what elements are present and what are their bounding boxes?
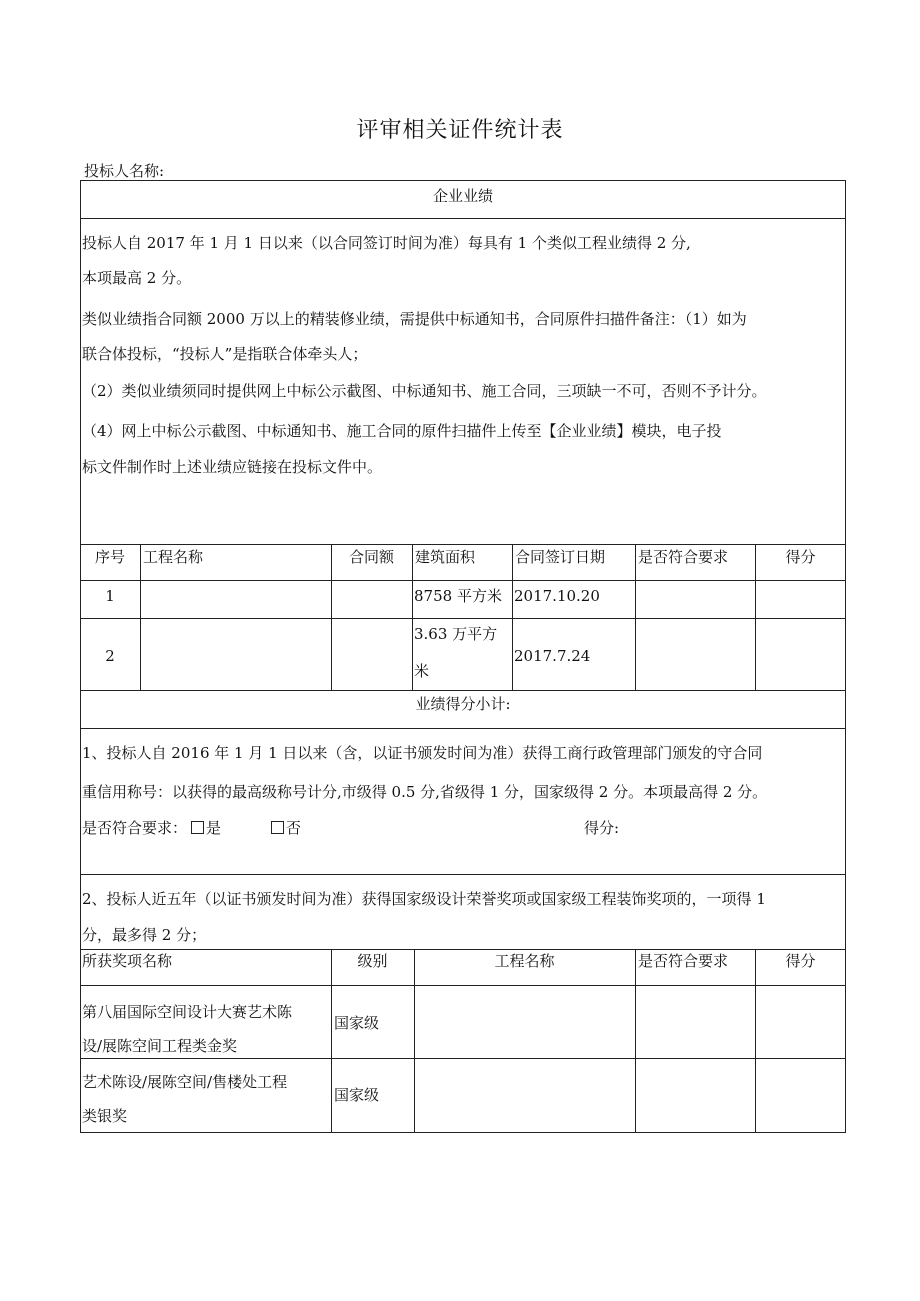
col-header-award-conform: 是否符合要求 bbox=[638, 952, 729, 970]
performance-heading: 企业业绩 bbox=[432, 187, 493, 205]
row-divider bbox=[80, 544, 846, 545]
table-row-sign-date: 2017.10.20 bbox=[514, 587, 600, 605]
row-divider bbox=[80, 949, 846, 950]
col-divider bbox=[635, 949, 636, 1133]
col-divider bbox=[412, 544, 413, 690]
col-header-no: 序号 bbox=[94, 548, 125, 566]
award-row-name-cont: 类银奖 bbox=[82, 1107, 128, 1125]
row-divider bbox=[80, 618, 846, 619]
bidder-name-label: 投标人名称: bbox=[84, 162, 165, 180]
credit-desc-line: 1、投标人自 2016 年 1 月 1 日以来（含，以证书颁发时间为准）获得工商行政管理部门颁发的守合同 bbox=[82, 744, 763, 762]
performance-subtotal: 业绩得分小计: bbox=[415, 695, 511, 713]
credit-desc-line: 重信用称号：以获得的最高级称号计分,市级得 0.5 分,省级得 1 分，国家级得 2 分。本项最高得 2 分。 bbox=[82, 783, 768, 801]
award-row-name: 第八届国际空间设计大赛艺术陈 bbox=[82, 1003, 293, 1021]
col-divider bbox=[512, 544, 513, 690]
col-header-project-name: 工程名称 bbox=[143, 548, 204, 566]
row-divider bbox=[80, 874, 846, 875]
awards-desc-line: 2、投标人近五年（以证书颁发时间为准）获得国家级设计荣誉奖项或国家级工程装饰奖项的，一项得 1 bbox=[82, 890, 766, 908]
performance-desc-line: 本项最高 2 分。 bbox=[82, 269, 192, 287]
performance-desc-line: 联合体投标，“投标人”是指联合体牵头人； bbox=[82, 345, 368, 363]
table-row-area: 3.63 万平方 bbox=[414, 625, 498, 643]
performance-desc-line: 投标人自 2017 年 1 月 1 日以来（以合同签订时间为准）每具有 1 个类似工程业绩得 2 分, bbox=[82, 234, 691, 252]
award-row-level: 国家级 bbox=[334, 1086, 380, 1104]
col-divider bbox=[140, 544, 141, 690]
performance-desc-line: 类似业绩指合同额 2000 万以上的精装修业绩，需提供中标通知书，合同原件扫描件备注：（1）如为 bbox=[82, 310, 747, 328]
col-header-level: 级别 bbox=[357, 952, 388, 970]
col-header-area: 建筑面积 bbox=[415, 548, 476, 566]
no-checkbox[interactable] bbox=[271, 821, 284, 834]
row-divider bbox=[80, 218, 846, 219]
award-row-name: 艺术陈设/展陈空间/售楼处工程 bbox=[82, 1073, 288, 1091]
table-row-sign-date: 2017.7.24 bbox=[514, 647, 591, 665]
col-divider bbox=[635, 544, 636, 690]
conform-label: 是否符合要求： bbox=[82, 819, 188, 837]
row-divider bbox=[80, 690, 846, 691]
table-row-area: 8758 平方米 bbox=[414, 587, 502, 605]
yes-checkbox[interactable] bbox=[191, 821, 204, 834]
row-divider bbox=[80, 1058, 846, 1059]
table-row-no: 2 bbox=[105, 647, 115, 665]
col-header-award-name: 所获奖项名称 bbox=[82, 952, 173, 970]
yes-label: 是 bbox=[206, 819, 222, 837]
col-divider bbox=[331, 949, 332, 1133]
performance-desc-line: （2）类似业绩须同时提供网上中标公示截图、中标通知书、施工合同，三项缺一不可，否则不予计分。 bbox=[82, 382, 767, 400]
no-label: 否 bbox=[286, 819, 302, 837]
row-divider bbox=[80, 580, 846, 581]
col-header-sign-date: 合同签订日期 bbox=[515, 548, 606, 566]
col-divider bbox=[755, 949, 756, 1133]
performance-desc-line: （4）网上中标公示截图、中标通知书、施工合同的原件扫描件上传至【企业业绩】模块，电子投 bbox=[82, 422, 722, 440]
awards-desc-line: 分，最多得 2 分； bbox=[82, 926, 207, 944]
award-row-name-cont: 设/展陈空间工程类金奖 bbox=[82, 1037, 238, 1055]
page-title: 评审相关证件统计表 bbox=[356, 118, 564, 143]
credit-conform-row bbox=[82, 818, 301, 838]
award-row-level: 国家级 bbox=[334, 1014, 380, 1032]
table-row-no: 1 bbox=[105, 587, 115, 605]
col-header-award-project: 工程名称 bbox=[494, 952, 555, 970]
credit-score-label: 得分: bbox=[584, 819, 620, 837]
col-header-amount: 合同额 bbox=[348, 548, 394, 566]
col-header-award-score: 得分 bbox=[785, 952, 816, 970]
performance-desc-line: 标文件制作时上述业绩应链接在投标文件中。 bbox=[82, 458, 383, 476]
row-divider bbox=[80, 728, 846, 729]
table-row-area-cont: 米 bbox=[414, 662, 430, 680]
col-divider bbox=[414, 949, 415, 1133]
col-header-score: 得分 bbox=[785, 548, 816, 566]
col-header-conform: 是否符合要求 bbox=[638, 548, 729, 566]
row-divider bbox=[80, 985, 846, 986]
